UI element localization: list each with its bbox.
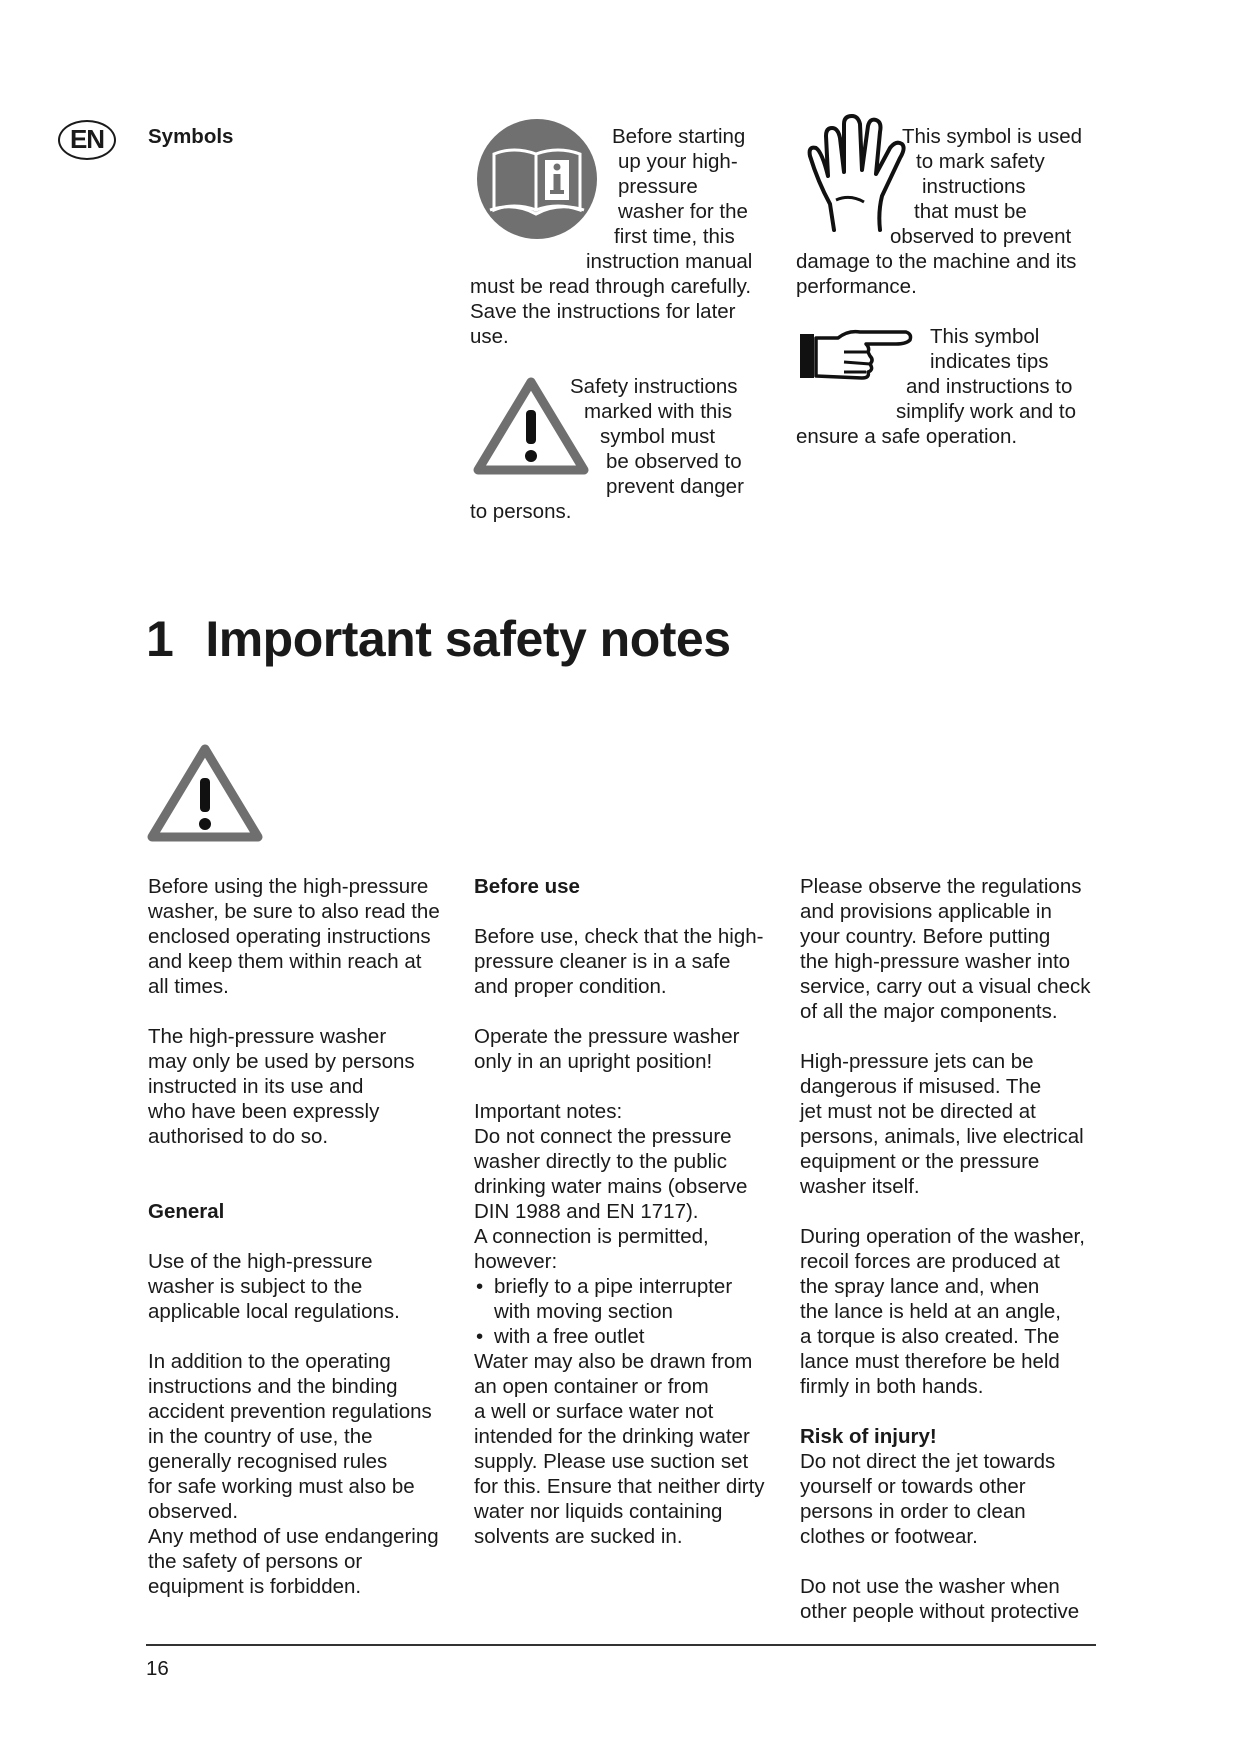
paragraph: Water may also be drawn from an open container or from a well or surface water not intended for the drinking water supply. Please use suction set for this. Ensure that neither dirty water nor liquids containing solvents are sucked in. [474,1350,765,1548]
paragraph: Use of the high-pressure washer is subject to the applicable local regulations. [148,1250,400,1323]
safety-warning-icon [146,742,264,844]
chapter-number: 1 [146,611,174,667]
danger-symbol-text: Safety instructions marked with this symbol must be observed to prevent danger to persons. [470,375,744,523]
chapter-title [146,610,731,668]
footer-divider [146,1644,1096,1646]
page-number: 16 [146,1657,169,1680]
paragraph: Important notes: Do not connect the pressure washer directly to the public drinking water mains (observe DIN 1988 and EN 1717). A connection is permitted, however: [474,1100,748,1273]
chapter-title-text: Important safety notes [205,611,731,667]
symbols-heading: Symbols [148,125,234,148]
hand-symbol-text: This symbol is used to mark safety instructions that must be observed to prevent damage to the machine and its performance. [796,125,1083,298]
paragraph: In addition to the operating instructions and the binding accident prevention regulations in the country of use, the generally recognised rules for safe working must also be observed. Any method of use endangering the safety of persons or equipment is forbidden. [148,1350,439,1598]
list-item: • with a free outlet [474,1324,784,1349]
paragraph: High-pressure jets can be dangerous if misused. The jet must not be directed at persons, animals, live electrical equipment or the pressure washer itself. [800,1050,1084,1198]
list-item: • briefly to a pipe interrupter with moving section [474,1274,784,1324]
general-heading: General [148,1200,225,1223]
paragraph: During operation of the washer, recoil forces are produced at the spray lance and, when the lance is held at an angle, a torque is also created. The lance must therefore be held firmly in both hands. [800,1225,1085,1398]
column-1 [148,874,458,1599]
column-2 [474,874,784,1549]
column-3 [800,874,1110,1624]
paragraph: Before use, check that the high- pressure cleaner is in a safe and proper condition. [474,925,764,998]
paragraph: Please observe the regulations and provisions applicable in your country. Before putting the high-pressure washer into service, carry out a visual check of all the major components. [800,875,1091,1023]
paragraph: Do not use the washer when other people without protective [800,1575,1080,1623]
connection-bullet-list [474,1274,784,1349]
language-badge: EN [58,120,116,160]
risk-of-injury-heading: Risk of injury! [800,1425,937,1448]
before-use-heading: Before use [474,875,580,898]
paragraph: Operate the pressure washer only in an upright position! [474,1025,740,1073]
paragraph: Before using the high-pressure washer, be sure to also read the enclosed operating instructions and keep them within reach at all times. [148,875,440,998]
paragraph: Do not direct the jet towards yourself or towards other persons in order to clean clothes or footwear. [800,1450,1056,1548]
manual-symbol-text: Before starting up your high- pressure washer for the first time, this instruction manual must be read through carefully. Save the instructions for later use. [470,125,753,348]
pointer-symbol-text: This symbol indicates tips and instructions to simplify work and to ensure a safe operation. [796,325,1077,448]
paragraph: The high-pressure washer may only be used by persons instructed in its use and who have been expressly authorised to do so. [148,1025,415,1148]
